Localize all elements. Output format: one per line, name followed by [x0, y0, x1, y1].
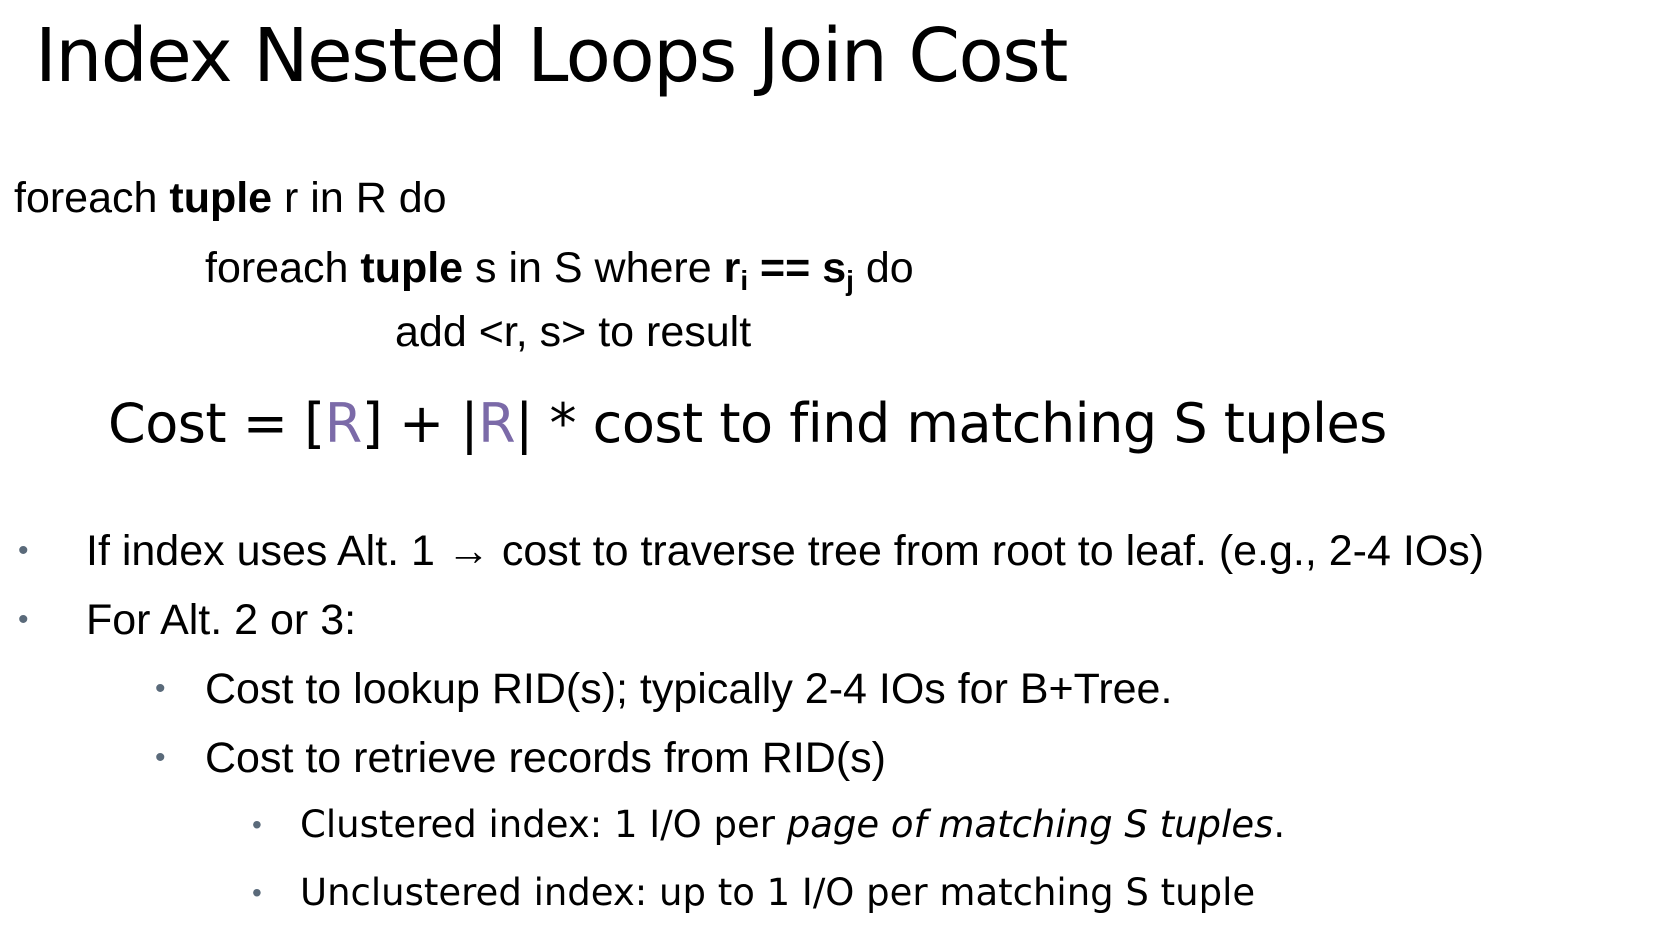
cost-mid: ] + |: [361, 392, 479, 455]
bullet-text: .: [1273, 803, 1286, 846]
bullet-dot: •: [18, 603, 29, 636]
bullet-dot: •: [155, 672, 166, 705]
bullet-retrieve-records: [155, 734, 886, 782]
cost-lead: Cost = [: [108, 392, 325, 455]
cond-eq: ==: [748, 244, 823, 292]
bullet-lookup-rid: [155, 665, 1173, 713]
bullet-dot: •: [18, 534, 29, 567]
bullet-text-italic: page of matching S tuples: [786, 803, 1274, 846]
code-text: do: [853, 244, 914, 292]
join-condition: [723, 244, 854, 296]
bullet-text: Unclustered index: up to 1 I/O per matching S tuple: [300, 871, 1256, 914]
cond-s-subscript: j: [846, 265, 854, 296]
code-keyword: tuple: [169, 174, 273, 222]
code-keyword: tuple: [360, 244, 464, 292]
slide-title: Index Nested Loops Join Cost: [35, 13, 1067, 99]
bullet-dot: •: [252, 809, 262, 840]
pseudocode-line-inner-loop: [205, 244, 914, 296]
code-text: foreach: [14, 174, 170, 222]
cost-formula: [108, 392, 1387, 455]
code-text: r in R do: [272, 174, 447, 222]
bullet-text: For Alt. 2 or 3:: [86, 596, 357, 644]
bullet-text: Cost to lookup RID(s); typically 2-4 IOs for B+Tree.: [205, 665, 1173, 713]
cost-r-tuples: R: [478, 392, 516, 455]
bullet-dot: •: [252, 877, 262, 908]
cost-r-pages: R: [324, 392, 362, 455]
bullet-dot: •: [155, 741, 166, 774]
cond-s: s: [822, 244, 847, 292]
bullet-unclustered-index: [252, 871, 1256, 914]
cond-r: r: [723, 244, 741, 292]
pseudocode-line-outer-loop: [14, 174, 447, 222]
code-text: foreach: [205, 244, 361, 292]
bullet-clustered-index: [252, 803, 1286, 846]
bullet-alt1: [18, 527, 1485, 575]
pseudocode-line-add-result: add <r, s> to result: [395, 308, 752, 356]
cost-tail: | * cost to find matching S tuples: [515, 392, 1387, 455]
bullet-text: If index uses Alt. 1 → cost to traverse tree from root to leaf. (e.g., 2-4 IOs): [86, 527, 1485, 575]
bullet-text: Cost to retrieve records from RID(s): [205, 734, 886, 782]
cond-r-subscript: i: [740, 265, 749, 296]
bullet-alt2-3: [18, 596, 357, 644]
code-text: s in S where: [463, 244, 724, 292]
bullet-text: Clustered index: 1 I/O per: [300, 803, 787, 846]
